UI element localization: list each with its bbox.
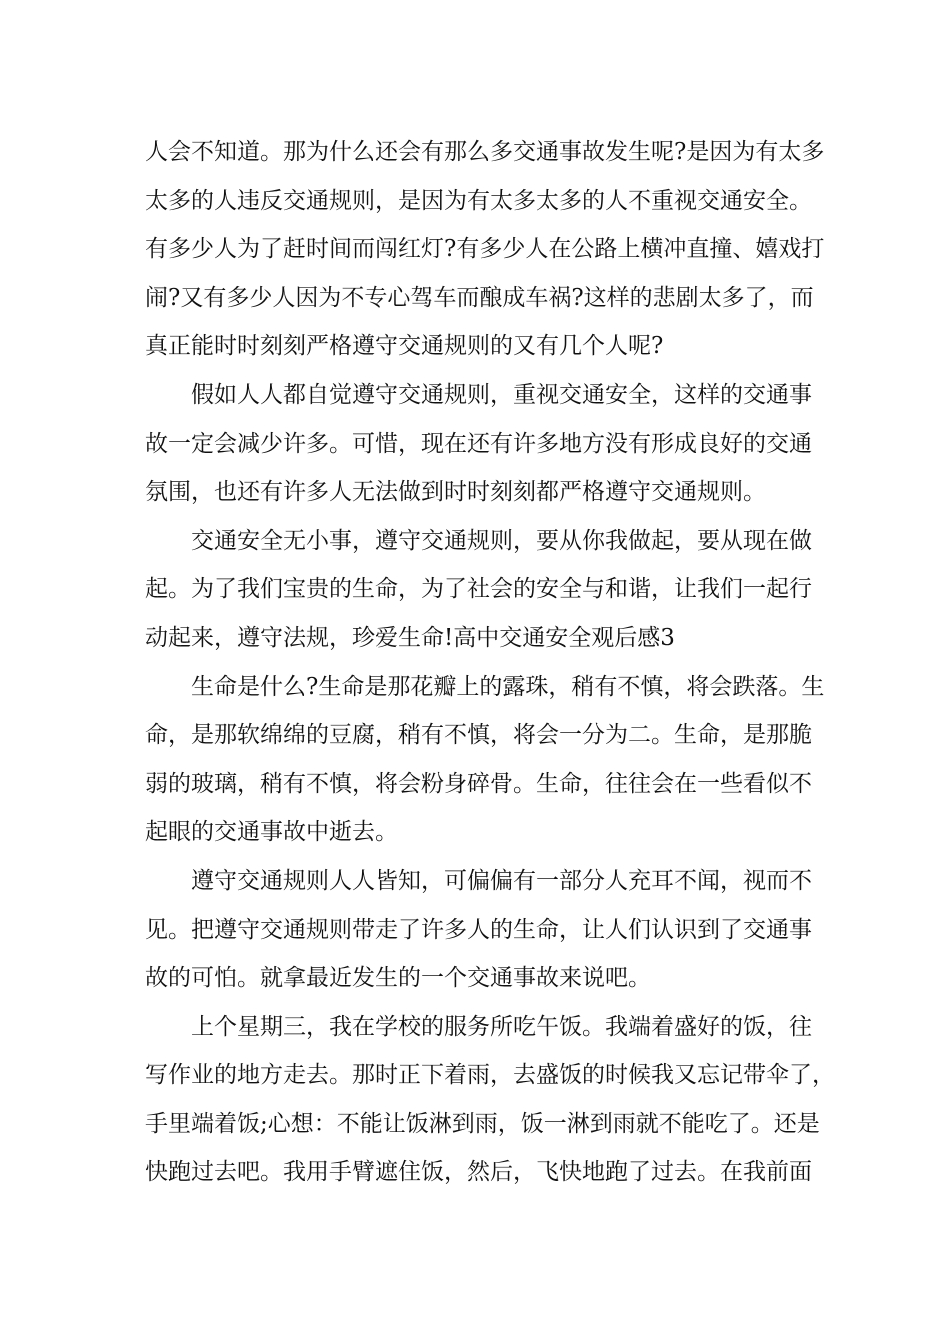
text-line: 太多的人违反交通规则，是因为有太多太多的人不重视交通安全。: [145, 187, 812, 214]
text-line: 遵守交通规则人人皆知，可偏偏有一部分人充耳不闻，视而不: [191, 867, 812, 894]
text-line: 写作业的地方走去。那时正下着雨，去盛饭的时候我又忘记带伞了，: [145, 1062, 835, 1089]
text-line: 上个星期三，我在学校的服务所吃午饭。我端着盛好的饭，往: [191, 1013, 812, 1040]
body-text: [145, 128, 835, 1197]
paragraph-3: [145, 517, 811, 663]
text-line: 假如人人都自觉遵守交通规则，重视交通安全，这样的交通事: [191, 381, 812, 408]
text-line: 手里端着饭;心想：不能让饭淋到雨，饭一淋到雨就不能吃了。还是: [145, 1110, 820, 1137]
paragraph-4: [145, 663, 825, 857]
text-line: 人会不知道。那为什么还会有那么多交通事故发生呢?是因为有太多: [145, 139, 825, 165]
text-line: 有多少人为了赶时间而闯红灯?有多少人在公路上横冲直撞、嬉戏打: [145, 236, 825, 263]
text-line: 闹?又有多少人因为不专心驾车而酿成车祸?这样的悲剧太多了，而: [145, 284, 814, 311]
text-line: 见。把遵守交通规则带走了许多人的生命，让人们认识到了交通事: [145, 916, 812, 943]
paragraph-1: [145, 128, 825, 371]
text-line: 生命是什么?生命是那花瓣上的露珠，稍有不慎，将会跌落。生: [191, 673, 825, 700]
text-line: 故一定会减少许多。可惜，现在还有许多地方没有形成良好的交通: [145, 430, 812, 457]
text-line: 氛围，也还有许多人无法做到时时刻刻都严格遵守交通规则。: [145, 479, 766, 506]
paragraph-5: [145, 857, 811, 1003]
text-line: 起。为了我们宝贵的生命，为了社会的安全与和谐，让我们一起行: [145, 576, 812, 603]
paragraph-6: [145, 1003, 835, 1197]
text-line: 快跑过去吧。我用手臂遮住饭，然后，飞快地跑了过去。在我前面: [145, 1159, 812, 1186]
text-line: 弱的玻璃，稍有不慎，将会粉身碎骨。生命，往往会在一些看似不: [145, 770, 812, 797]
text-line: 真正能时时刻刻严格遵守交通规则的又有几个人呢?: [145, 333, 664, 360]
text-line: 命，是那软绵绵的豆腐，稍有不慎，将会一分为二。生命，是那脆: [145, 722, 812, 749]
paragraph-2: [145, 371, 811, 517]
text-line: 交通安全无小事，遵守交通规则，要从你我做起，要从现在做: [191, 527, 812, 554]
text-line: 起眼的交通事故中逝去。: [145, 819, 398, 846]
text-line: 动起来，遵守法规，珍爱生命!高中交通安全观后感3: [145, 624, 675, 651]
text-line: 故的可怕。就拿最近发生的一个交通事故来说吧。: [145, 965, 651, 992]
